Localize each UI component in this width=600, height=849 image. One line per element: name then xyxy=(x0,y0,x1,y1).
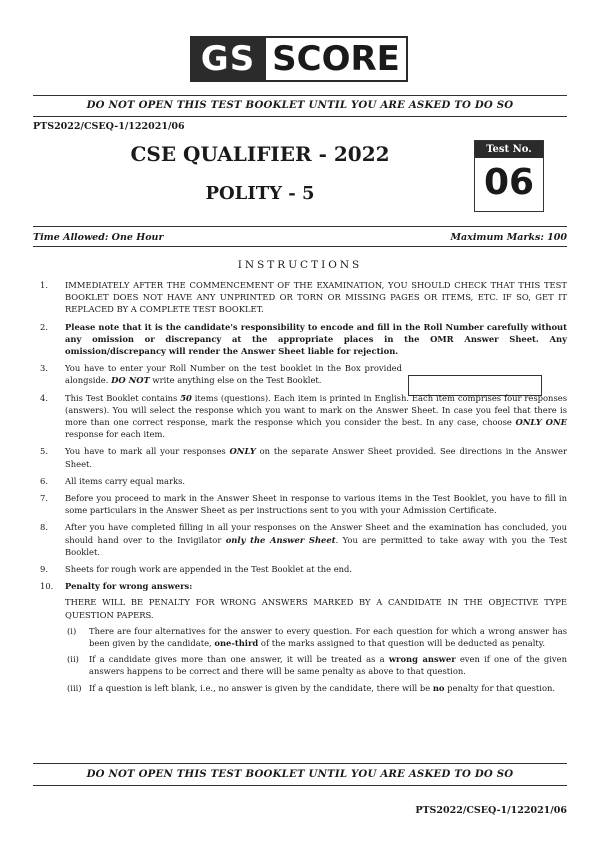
maximum-marks: Maximum Marks: 100 xyxy=(450,232,567,243)
logo-score: SCORE xyxy=(266,36,408,82)
test-number-value: 06 xyxy=(483,162,535,203)
instruction-item-penalty: 10. Penalty for wrong answers: THERE WILL BE PENALTY FOR WRONG ANSWERS MARKED BY A CANDIDATE IN THE OBJECTIVE TYPE QUESTION PAPERS. (i) There are four alternatives for the answer to every question. For each question for which a wrong answer has been given by the candidate, one-third of the marks assigned to that question will be deducted as penalty. (ii) If a candidate gives more than one answer, it will be treated as a wrong answer even if one of the given answers happens to be correct and there will be same penalty as above to that question. (iii) If a question is left blank, i.e., no answer is given by the candidate, there will be no penalty for that question. xyxy=(40,581,567,693)
test-number-box xyxy=(474,140,544,212)
penalty-intro: THERE WILL BE PENALTY FOR WRONG ANSWERS MARKED BY A CANDIDATE IN THE OBJECTIVE TYPE QUESTION PAPERS. xyxy=(65,597,567,620)
penalty-sub-item: (ii) If a candidate gives more than one answer, it will be treated as a wrong answer even if one of the given answers happens to be correct and there will be same penalty as above to that question. xyxy=(67,654,567,677)
instructions-list xyxy=(40,279,567,699)
penalty-sub-item: (i) There are four alternatives for the answer to every question. For each question for which a wrong answer has been given by the candidate, one-third of the marks assigned to that question will be deducted as penalty. xyxy=(67,625,567,649)
gs-score-logo xyxy=(190,36,408,82)
penalty-sub-item: (iii) If a question is left blank, i.e., no answer is given by the candidate, there will be no penalty for that question. xyxy=(67,682,556,693)
booklet-code-top: PTS2022/CSEQ-1/122021/06 xyxy=(33,121,185,132)
divider-top-2 xyxy=(33,116,567,117)
instruction-item: 9. Sheets for rough work are appended in the Test Booklet at the end. xyxy=(40,564,353,575)
warning-banner-top: DO NOT OPEN THIS TEST BOOKLET UNTIL YOU ARE ASKED TO DO SO xyxy=(86,99,514,111)
instruction-item: 8. After you have completed filling in all your responses on the Answer Sheet and the examination has concluded, you should hand over to the Invigilator only the Answer Sheet. You are permitted to take away with you the Test Booklet. xyxy=(40,522,567,557)
time-allowed: Time Allowed: One Hour xyxy=(33,232,164,243)
divider-bottom xyxy=(33,763,567,764)
divider-bottom-2 xyxy=(33,785,567,786)
booklet-code-bottom: PTS2022/CSEQ-1/122021/06 xyxy=(415,805,567,816)
instruction-item: 5. You have to mark all your responses ONLY on the separate Answer Sheet provided. See directions in the Answer Sheet. xyxy=(40,446,567,469)
test-number-label: Test No. xyxy=(475,141,543,158)
instruction-item: 4. This Test Booklet contains 50 items (questions). Each item is printed in English. Each item comprises four responses (answers). You will select the response which you want to mark on the Answer Sheet. In case you feel that there is more than one correct response, mark the response which you consider the best. In any case, choose ONLY ONE response for each item. xyxy=(40,392,568,440)
divider-meta-top xyxy=(33,226,567,227)
instruction-item: 1. IMMEDIATELY AFTER THE COMMENCEMENT OF THE EXAMINATION, YOU SHOULD CHECK THAT THIS TEST BOOKLET DOES NOT HAVE ANY UNPRINTED OR TORN OR MISSING PAGES OR ITEMS, ETC. IF SO, GET IT REPLACED BY A COMPLETE TEST BOOKLET. xyxy=(40,280,567,315)
instruction-item: 6. All items carry equal marks. xyxy=(40,475,186,486)
divider-top xyxy=(33,95,567,96)
instruction-item: 7. Before you proceed to mark in the Answer Sheet in response to various items in the Test Booklet, you have to fill in some particulars in the Answer Sheet as per instructions sent to you with your Admission Certificate. xyxy=(40,493,567,516)
page-subtitle: POLITY - 5 xyxy=(205,183,315,204)
warning-banner-bottom: DO NOT OPEN THIS TEST BOOKLET UNTIL YOU ARE ASKED TO DO SO xyxy=(86,768,514,780)
instructions-heading: INSTRUCTIONS xyxy=(237,259,363,271)
logo-gs: GS xyxy=(190,36,266,82)
divider-meta-bottom xyxy=(33,246,567,247)
instruction-item: 3. You have to enter your Roll Number on the test booklet in the Box provided alongside. DO NOT write anything else on the Test Booklet. xyxy=(40,363,402,386)
instruction-item: 2. Please note that it is the candidate's responsibility to encode and fill in the Roll Number carefully without any omission or discrepancy at the appropriate places in the OMR Answer Sheet. Any omission/discrepancy will render the Answer Sheet liable for rejection. xyxy=(40,321,567,357)
penalty-heading: Penalty for wrong answers: xyxy=(65,581,193,592)
page-title: CSE QUALIFIER - 2022 xyxy=(130,142,390,166)
